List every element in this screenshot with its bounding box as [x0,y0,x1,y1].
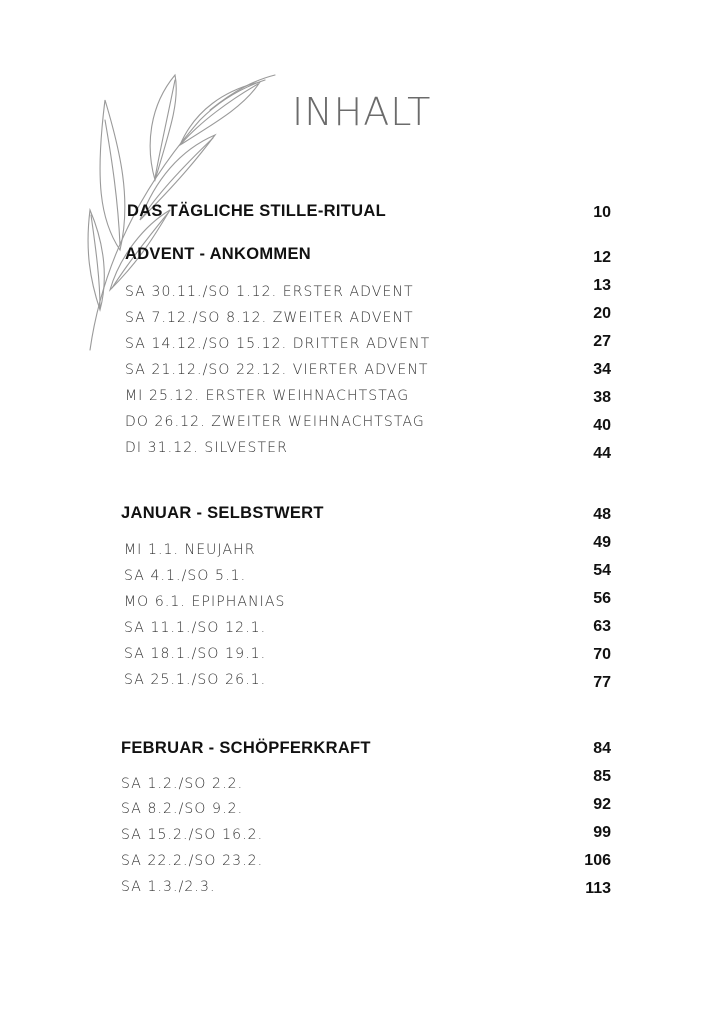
toc-label: MO 6.1. EPIPHANIAS [124,594,286,610]
toc-label: DAS TÄGLICHE STILLE-RITUAL [127,202,386,220]
toc-entry [0,672,721,696]
toc-label: SA 4.1./SO 5.1. [124,568,247,584]
section-heading [0,202,721,226]
toc-entry [0,853,721,877]
toc-entry [0,414,721,438]
toc-entry [0,620,721,644]
toc-entry [0,388,721,412]
toc-label: SA 1.3./2.3. [121,879,216,895]
section-heading [0,504,721,528]
page-number: 77 [593,674,611,691]
toc-label: SA 11.1./SO 12.1. [124,620,267,636]
toc-entry [0,562,721,592]
toc-label: DI 31.12. SILVESTER [125,440,288,456]
toc-label: SA 15.2./SO 16.2. [121,827,264,843]
toc-entry [0,277,721,308]
page-number: 106 [584,852,611,869]
toc-label: SA 30.11./SO 1.12. ERSTER ADVENT [125,284,414,300]
page-number: 56 [593,590,611,607]
toc-entry [0,534,721,566]
toc-entry [0,879,721,903]
toc-label: MI 25.12. ERSTER WEIHNACHTSTAG [125,388,410,404]
toc-label: FEBRUAR - SCHÖPFERKRAFT [121,739,371,757]
toc-entry [0,362,721,386]
toc-label: SA 8.2./SO 9.2. [121,801,244,817]
page-number: 113 [585,880,611,897]
page-number: 99 [593,824,611,841]
page-number: 20 [593,305,611,322]
section-heading [0,739,721,763]
section-heading [0,245,721,269]
page-number: 13 [593,277,611,294]
toc-entry [0,796,721,825]
page-number: 70 [593,646,611,663]
page-number: 44 [593,445,611,462]
toc-label: MI 1.1. NEUJAHR [124,542,256,558]
page-number: 10 [593,204,611,221]
page-number: 92 [593,796,611,813]
toc-label: JANUAR - SELBSTWERT [121,504,324,522]
page-number: 34 [593,361,611,378]
toc-label: DO 26.12. ZWEITER WEIHNACHTSTAG [125,414,425,430]
page-number: 54 [593,562,611,579]
toc-label: SA 22.2./SO 23.2. [121,853,264,869]
toc-entry [0,768,721,800]
page-number: 48 [593,506,611,523]
page-number: 84 [593,740,611,757]
page-title: INHALT [292,90,432,134]
page-number: 63 [593,618,611,635]
toc-entry [0,824,721,851]
toc-label: SA 21.12./SO 22.12. VIERTER ADVENT [125,362,429,378]
toc-entry [0,440,721,464]
page-number: 27 [593,333,611,350]
page-number: 38 [593,389,611,406]
toc-label: SA 14.12./SO 15.12. DRITTER ADVENT [125,336,431,352]
page-number: 40 [593,417,611,434]
toc-entry [0,590,721,618]
toc-entry [0,333,721,360]
toc-label: SA 1.2./SO 2.2. [121,776,244,792]
page-number: 12 [593,249,611,266]
toc-label: SA 7.12./SO 8.12. ZWEITER ADVENT [125,310,414,326]
toc-label: SA 18.1./SO 19.1. [124,646,267,662]
toc-entry [0,305,721,334]
toc-entry [0,646,721,670]
toc-label: ADVENT - ANKOMMEN [125,245,311,263]
page-number: 49 [593,534,611,551]
toc-label: SA 25.1./SO 26.1. [124,672,267,688]
page-number: 85 [593,768,611,785]
